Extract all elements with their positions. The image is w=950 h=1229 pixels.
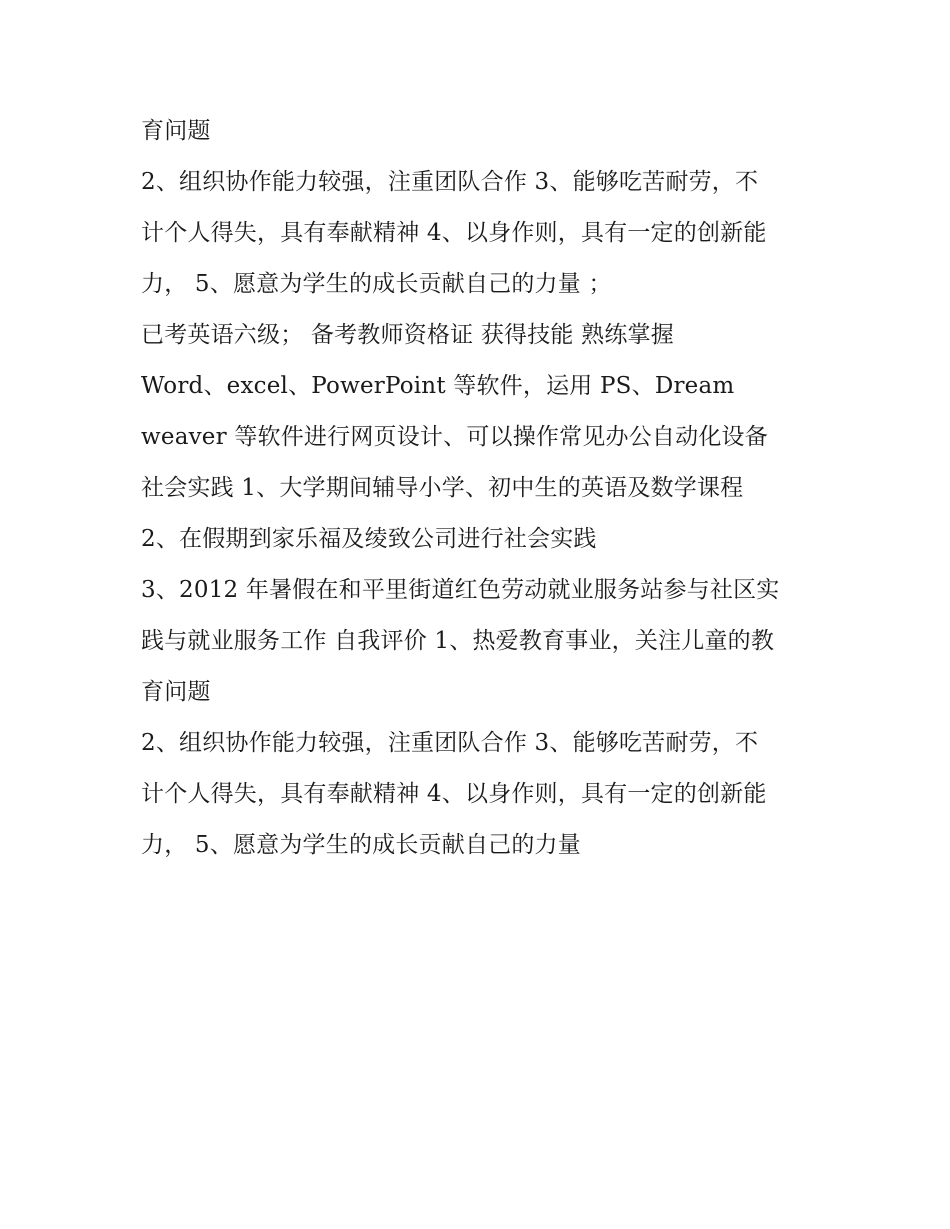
text-line: 已考英语六级； 备考教师资格证 获得技能 熟练掌握 [141,322,674,348]
text-line: 力， 5、愿意为学生的成长贡献自己的力量 ； [141,271,612,297]
text-line: Word、excel、PowerPoint 等软件，运用 PS、Dream [141,373,735,399]
text-line: 计个人得失，具有奉献精神 4、以身作则，具有一定的创新能 [141,781,767,807]
text-line: 践与就业服务工作 自我评价 1、热爱教育事业，关注儿童的教 [141,628,775,654]
document-body [141,106,831,871]
text-line: 育问题 [141,118,211,144]
text-line: weaver 等软件进行网页设计、可以操作常见办公自动化设备 [141,424,768,450]
text-line: 育问题 [141,679,211,705]
text-line: 3、2012 年暑假在和平里街道红色劳动就业服务站参与社区实 [141,577,780,603]
text-line: 2、组织协作能力较强，注重团队合作 3、能够吃苦耐劳，不 [141,730,759,756]
text-line: 2、组织协作能力较强，注重团队合作 3、能够吃苦耐劳，不 [141,169,759,195]
text-line: 计个人得失，具有奉献精神 4、以身作则，具有一定的创新能 [141,220,767,246]
text-line: 社会实践 1、大学期间辅导小学、初中生的英语及数学课程 [141,475,744,501]
text-line: 力， 5、愿意为学生的成长贡献自己的力量 [141,832,581,858]
text-line: 2、在假期到家乐福及绫致公司进行社会实践 [141,526,597,552]
